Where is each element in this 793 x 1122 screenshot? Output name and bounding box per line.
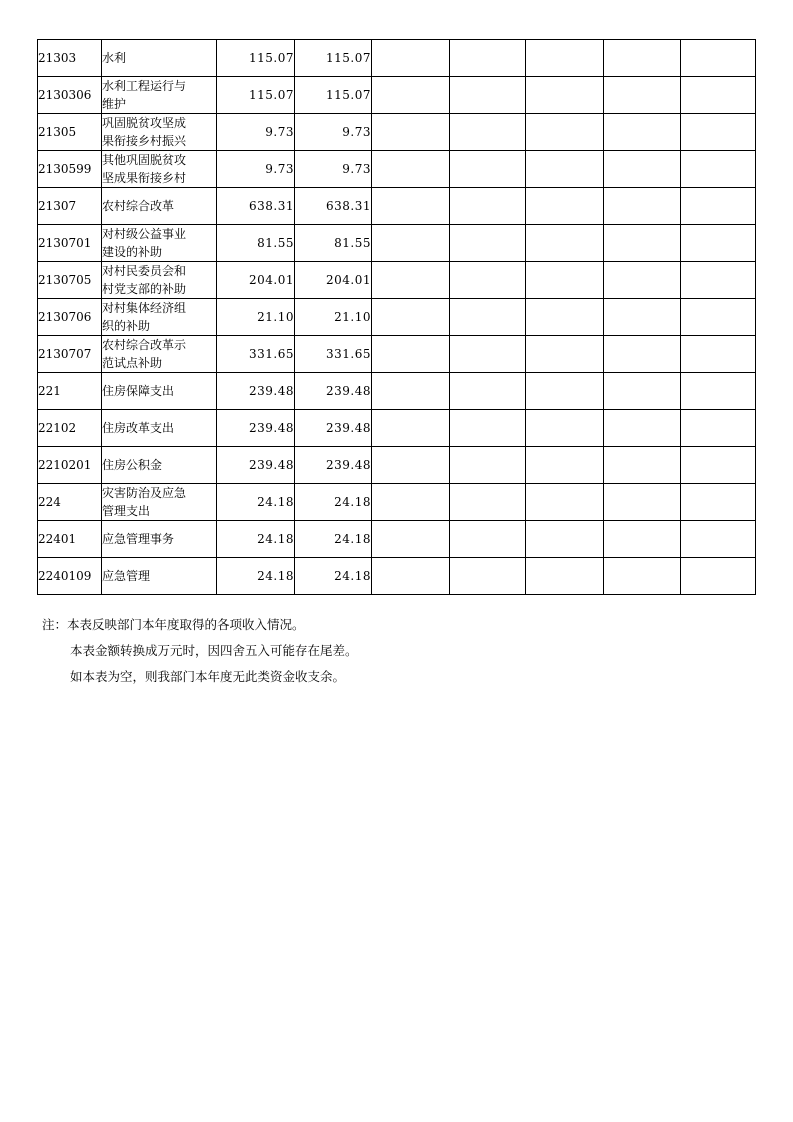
row-code: 2130705 xyxy=(38,262,102,299)
table-row xyxy=(38,151,756,188)
empty-cell xyxy=(372,77,450,114)
row-amount: 24.18 xyxy=(295,521,372,558)
row-code: 22102 xyxy=(38,410,102,447)
empty-cell xyxy=(604,484,681,521)
empty-cell xyxy=(450,77,526,114)
empty-cell xyxy=(681,558,756,595)
empty-cell xyxy=(604,336,681,373)
empty-cell xyxy=(604,77,681,114)
row-name: 农村综合改革 xyxy=(102,188,217,225)
empty-cell xyxy=(604,188,681,225)
empty-cell xyxy=(450,484,526,521)
row-code: 2130707 xyxy=(38,336,102,373)
empty-cell xyxy=(526,225,604,262)
empty-cell xyxy=(604,40,681,77)
empty-cell xyxy=(681,521,756,558)
empty-cell xyxy=(526,336,604,373)
empty-cell xyxy=(450,151,526,188)
table-body xyxy=(38,40,756,595)
empty-cell xyxy=(526,188,604,225)
empty-cell xyxy=(372,151,450,188)
row-amount: 331.65 xyxy=(295,336,372,373)
empty-cell xyxy=(681,373,756,410)
empty-cell xyxy=(604,521,681,558)
row-amount: 21.10 xyxy=(295,299,372,336)
empty-cell xyxy=(604,299,681,336)
empty-cell xyxy=(681,299,756,336)
empty-cell xyxy=(604,114,681,151)
empty-cell xyxy=(526,558,604,595)
row-total: 331.65 xyxy=(217,336,295,373)
row-name: 水利工程运行与 维护 xyxy=(102,77,217,114)
row-name: 其他巩固脱贫攻 坚成果衔接乡村 xyxy=(102,151,217,188)
row-total: 115.07 xyxy=(217,40,295,77)
empty-cell xyxy=(372,484,450,521)
empty-cell xyxy=(372,521,450,558)
row-code: 22401 xyxy=(38,521,102,558)
empty-cell xyxy=(526,373,604,410)
empty-cell xyxy=(450,225,526,262)
row-name: 农村综合改革示 范试点补助 xyxy=(102,336,217,373)
empty-cell xyxy=(681,151,756,188)
empty-cell xyxy=(526,299,604,336)
row-name: 对村集体经济组 织的补助 xyxy=(102,299,217,336)
row-total: 239.48 xyxy=(217,447,295,484)
row-total: 9.73 xyxy=(217,151,295,188)
notes xyxy=(42,612,358,690)
row-code: 21307 xyxy=(38,188,102,225)
table-row xyxy=(38,114,756,151)
row-amount: 638.31 xyxy=(295,188,372,225)
row-code: 2130706 xyxy=(38,299,102,336)
empty-cell xyxy=(681,447,756,484)
row-total: 24.18 xyxy=(217,521,295,558)
row-amount: 24.18 xyxy=(295,558,372,595)
row-name: 对村民委员会和 村党支部的补助 xyxy=(102,262,217,299)
empty-cell xyxy=(372,40,450,77)
empty-cell xyxy=(372,373,450,410)
row-code: 2130701 xyxy=(38,225,102,262)
row-total: 239.48 xyxy=(217,373,295,410)
table-row xyxy=(38,447,756,484)
empty-cell xyxy=(526,410,604,447)
empty-cell xyxy=(526,521,604,558)
row-code: 2130599 xyxy=(38,151,102,188)
row-name: 应急管理 xyxy=(102,558,217,595)
row-amount: 24.18 xyxy=(295,484,372,521)
empty-cell xyxy=(372,262,450,299)
row-code: 21303 xyxy=(38,40,102,77)
empty-cell xyxy=(372,447,450,484)
empty-cell xyxy=(450,40,526,77)
empty-cell xyxy=(681,410,756,447)
table-row xyxy=(38,521,756,558)
empty-cell xyxy=(681,225,756,262)
table-row xyxy=(38,299,756,336)
note-line-2: 本表金额转换成万元时，因四舍五入可能存在尾差。 xyxy=(70,643,358,658)
table-row xyxy=(38,40,756,77)
empty-cell xyxy=(681,40,756,77)
empty-cell xyxy=(604,373,681,410)
row-name: 对村级公益事业 建设的补助 xyxy=(102,225,217,262)
table-row xyxy=(38,262,756,299)
empty-cell xyxy=(372,114,450,151)
row-name: 住房公积金 xyxy=(102,447,217,484)
row-code: 224 xyxy=(38,484,102,521)
row-amount: 81.55 xyxy=(295,225,372,262)
table-row xyxy=(38,336,756,373)
row-total: 24.18 xyxy=(217,484,295,521)
row-name: 灾害防治及应急 管理支出 xyxy=(102,484,217,521)
empty-cell xyxy=(526,40,604,77)
empty-cell xyxy=(681,336,756,373)
empty-cell xyxy=(604,225,681,262)
table-row xyxy=(38,410,756,447)
row-name: 应急管理事务 xyxy=(102,521,217,558)
row-amount: 9.73 xyxy=(295,114,372,151)
empty-cell xyxy=(450,336,526,373)
row-total: 81.55 xyxy=(217,225,295,262)
row-amount: 204.01 xyxy=(295,262,372,299)
row-amount: 239.48 xyxy=(295,410,372,447)
empty-cell xyxy=(526,447,604,484)
budget-table xyxy=(37,39,756,595)
empty-cell xyxy=(450,299,526,336)
empty-cell xyxy=(526,484,604,521)
row-name: 住房保障支出 xyxy=(102,373,217,410)
empty-cell xyxy=(526,77,604,114)
table-row xyxy=(38,558,756,595)
table-row xyxy=(38,188,756,225)
empty-cell xyxy=(372,558,450,595)
table-row xyxy=(38,373,756,410)
empty-cell xyxy=(450,262,526,299)
empty-cell xyxy=(681,262,756,299)
row-code: 2210201 xyxy=(38,447,102,484)
empty-cell xyxy=(450,521,526,558)
empty-cell xyxy=(604,558,681,595)
table-row xyxy=(38,225,756,262)
empty-cell xyxy=(372,410,450,447)
note-line-1: 注：本表反映部门本年度取得的各项收入情况。 xyxy=(42,617,305,632)
row-code: 221 xyxy=(38,373,102,410)
empty-cell xyxy=(526,262,604,299)
empty-cell xyxy=(681,484,756,521)
empty-cell xyxy=(604,262,681,299)
row-name: 住房改革支出 xyxy=(102,410,217,447)
row-amount: 239.48 xyxy=(295,447,372,484)
empty-cell xyxy=(450,373,526,410)
empty-cell xyxy=(681,77,756,114)
row-total: 239.48 xyxy=(217,410,295,447)
empty-cell xyxy=(372,299,450,336)
row-amount: 115.07 xyxy=(295,77,372,114)
empty-cell xyxy=(604,151,681,188)
empty-cell xyxy=(450,410,526,447)
empty-cell xyxy=(526,114,604,151)
row-amount: 9.73 xyxy=(295,151,372,188)
empty-cell xyxy=(372,188,450,225)
row-name: 巩固脱贫攻坚成 果衔接乡村振兴 xyxy=(102,114,217,151)
empty-cell xyxy=(450,558,526,595)
table-row xyxy=(38,77,756,114)
row-name: 水利 xyxy=(102,40,217,77)
empty-cell xyxy=(681,188,756,225)
row-total: 638.31 xyxy=(217,188,295,225)
row-amount: 239.48 xyxy=(295,373,372,410)
empty-cell xyxy=(450,188,526,225)
row-total: 204.01 xyxy=(217,262,295,299)
empty-cell xyxy=(604,447,681,484)
row-code: 21305 xyxy=(38,114,102,151)
row-code: 2240109 xyxy=(38,558,102,595)
note-line-3: 如本表为空，则我部门本年度无此类资金收支余。 xyxy=(70,669,346,684)
empty-cell xyxy=(681,114,756,151)
empty-cell xyxy=(604,410,681,447)
empty-cell xyxy=(526,151,604,188)
table-row xyxy=(38,484,756,521)
empty-cell xyxy=(372,225,450,262)
empty-cell xyxy=(372,336,450,373)
empty-cell xyxy=(450,447,526,484)
empty-cell xyxy=(450,114,526,151)
row-total: 9.73 xyxy=(217,114,295,151)
row-code: 2130306 xyxy=(38,77,102,114)
row-total: 21.10 xyxy=(217,299,295,336)
row-amount: 115.07 xyxy=(295,40,372,77)
row-total: 115.07 xyxy=(217,77,295,114)
row-total: 24.18 xyxy=(217,558,295,595)
